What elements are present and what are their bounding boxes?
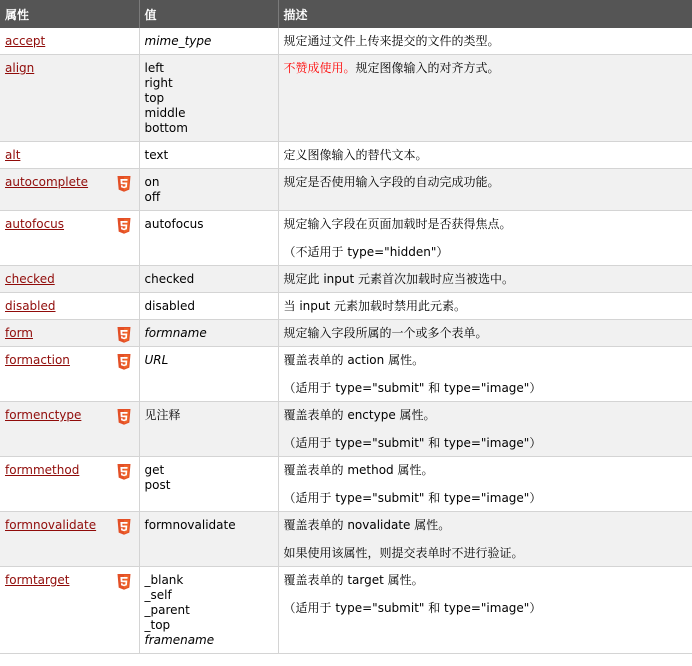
description-cell: [278, 567, 692, 654]
description-cell: [278, 266, 692, 293]
value-cell: [139, 28, 278, 55]
attribute-value: bottom: [144, 121, 188, 135]
description-line: [284, 326, 688, 341]
attribute-link-autocomplete[interactable]: autocomplete: [5, 175, 89, 189]
attribute-link-formmethod[interactable]: formmethod: [5, 463, 80, 477]
value-cell: [139, 567, 278, 654]
attribute-cell: [0, 320, 139, 347]
attribute-value: on: [144, 175, 160, 189]
table-row-checked: [0, 266, 692, 293]
description-text: （适用于 type="submit" 和 type="image"）: [283, 601, 542, 615]
table-row-form: [0, 320, 692, 347]
value-cell: [139, 402, 278, 457]
attribute-cell: [0, 266, 139, 293]
description-line: [284, 518, 688, 533]
description-line: [284, 299, 688, 314]
attribute-link-formaction[interactable]: formaction: [5, 353, 70, 367]
value-cell: [139, 142, 278, 169]
attribute-cell: [0, 142, 139, 169]
attribute-value: right: [144, 76, 173, 90]
attribute-cell: [0, 402, 139, 457]
html5-shield-icon: [117, 519, 131, 535]
description-line: [284, 353, 688, 368]
description-line: [284, 34, 688, 49]
attribute-link-form[interactable]: form: [5, 326, 33, 340]
table-row-formtarget: [0, 567, 692, 654]
description-text: 规定通过文件上传来提交的文件的类型。: [283, 34, 500, 48]
description-line: [284, 436, 688, 451]
table-row-formmethod: [0, 457, 692, 512]
description-cell: [278, 457, 692, 512]
table-body: [0, 28, 692, 654]
value-cell: [139, 457, 278, 512]
value-cell: [139, 347, 278, 402]
attribute-link-formenctype[interactable]: formenctype: [5, 408, 82, 422]
attribute-value: middle: [144, 106, 186, 120]
column-header-description: 描述: [278, 0, 692, 28]
html5-shield-icon: [117, 574, 131, 590]
description-line: [284, 217, 688, 232]
description-line: [284, 491, 688, 506]
attribute-value: get: [144, 463, 165, 477]
attribute-cell: [0, 169, 139, 211]
description-cell: [278, 28, 692, 55]
description-line: [284, 546, 688, 561]
attribute-cell: [0, 293, 139, 320]
table-row-autofocus: [0, 211, 692, 266]
table-row-formenctype: [0, 402, 692, 457]
description-line: [284, 175, 688, 190]
column-header-value: 值: [139, 0, 278, 28]
description-text: 覆盖表单的 method 属性。: [283, 463, 434, 477]
attribute-value: framename: [144, 633, 215, 647]
attribute-value: left: [144, 61, 164, 75]
description-text: 覆盖表单的 novalidate 属性。: [283, 518, 451, 532]
attribute-value: _blank: [144, 573, 184, 587]
description-cell: [278, 55, 692, 142]
html5-shield-icon: [117, 464, 131, 480]
table-row-align: [0, 55, 692, 142]
html5-shield-icon: [117, 354, 131, 370]
description-text: （不适用于 type="hidden"）: [283, 245, 449, 259]
attribute-value: off: [144, 190, 161, 204]
table-row-alt: [0, 142, 692, 169]
attribute-cell: [0, 211, 139, 266]
attribute-link-checked[interactable]: checked: [5, 272, 55, 286]
description-text: 规定图像输入的对齐方式。: [355, 61, 500, 75]
description-line: [284, 381, 688, 396]
attribute-link-alt[interactable]: alt: [5, 148, 21, 162]
description-line: [284, 601, 688, 616]
attribute-cell: [0, 567, 139, 654]
description-line: [284, 408, 688, 423]
description-text: 当 input 元素加载时禁用此元素。: [283, 299, 466, 313]
description-text: （适用于 type="submit" 和 type="image"）: [283, 436, 542, 450]
description-text: 规定输入字段在页面加载时是否获得焦点。: [283, 217, 512, 231]
description-line: [284, 272, 688, 287]
description-cell: [278, 512, 692, 567]
table-row-formnovalidate: [0, 512, 692, 567]
value-cell: [139, 512, 278, 567]
attribute-value: _self: [144, 588, 172, 602]
description-text: 覆盖表单的 target 属性。: [283, 573, 424, 587]
attribute-cell: [0, 512, 139, 567]
description-line: [284, 245, 688, 260]
description-text: （适用于 type="submit" 和 type="image"）: [283, 381, 542, 395]
description-cell: [278, 211, 692, 266]
description-cell: [278, 169, 692, 211]
html5-shield-icon: [117, 176, 131, 192]
description-cell: [278, 347, 692, 402]
description-text: 覆盖表单的 enctype 属性。: [283, 408, 436, 422]
description-line: [284, 573, 688, 588]
table-header-row: [0, 0, 692, 28]
attribute-cell: [0, 55, 139, 142]
value-cell: [139, 320, 278, 347]
attribute-link-accept[interactable]: accept: [5, 34, 46, 48]
html5-shield-icon: [117, 327, 131, 343]
attribute-link-disabled[interactable]: disabled: [5, 299, 56, 313]
description-cell: [278, 142, 692, 169]
attribute-cell: [0, 457, 139, 512]
attribute-value: post: [144, 478, 171, 492]
attribute-value: URL: [144, 353, 169, 367]
description-text: （适用于 type="submit" 和 type="image"）: [283, 491, 542, 505]
attribute-value: autofocus: [144, 217, 204, 231]
attribute-value: 见注释: [144, 408, 181, 422]
attribute-value: text: [144, 148, 169, 162]
value-cell: [139, 55, 278, 142]
table-row-autocomplete: [0, 169, 692, 211]
attribute-link-autofocus[interactable]: autofocus: [5, 217, 65, 231]
description-text: 规定此 input 元素首次加载时应当被选中。: [283, 272, 514, 286]
attribute-link-formtarget[interactable]: formtarget: [5, 573, 70, 587]
attribute-value: disabled: [144, 299, 196, 313]
attribute-value: checked: [144, 272, 195, 286]
description-cell: [278, 293, 692, 320]
attribute-value: formnovalidate: [144, 518, 236, 532]
value-cell: [139, 211, 278, 266]
table-row-accept: [0, 28, 692, 55]
attribute-cell: [0, 28, 139, 55]
column-header-attribute: 属性: [0, 0, 139, 28]
table-row-formaction: [0, 347, 692, 402]
description-cell: [278, 320, 692, 347]
deprecated-notice: 不赞成使用。: [283, 61, 356, 75]
description-text: 覆盖表单的 action 属性。: [283, 353, 425, 367]
description-text: 定义图像输入的替代文本。: [283, 148, 428, 162]
description-line: [284, 148, 688, 163]
value-cell: [139, 293, 278, 320]
html5-shield-icon: [117, 218, 131, 234]
description-text: 规定输入字段所属的一个或多个表单。: [283, 326, 488, 340]
attribute-value: _parent: [144, 603, 190, 617]
attribute-link-formnovalidate[interactable]: formnovalidate: [5, 518, 97, 532]
description-text: 规定是否使用输入字段的自动完成功能。: [283, 175, 500, 189]
value-cell: [139, 169, 278, 211]
value-cell: [139, 266, 278, 293]
description-line: [284, 61, 688, 76]
attribute-link-align[interactable]: align: [5, 61, 35, 75]
attribute-value: mime_type: [144, 34, 212, 48]
description-line: [284, 463, 688, 478]
attribute-value: formname: [144, 326, 207, 340]
description-cell: [278, 402, 692, 457]
attribute-value: _top: [144, 618, 171, 632]
table-row-disabled: [0, 293, 692, 320]
html5-shield-icon: [117, 409, 131, 425]
description-text: 如果使用该属性，则提交表单时不进行验证。: [283, 546, 524, 560]
attribute-value: top: [144, 91, 165, 105]
attribute-cell: [0, 347, 139, 402]
